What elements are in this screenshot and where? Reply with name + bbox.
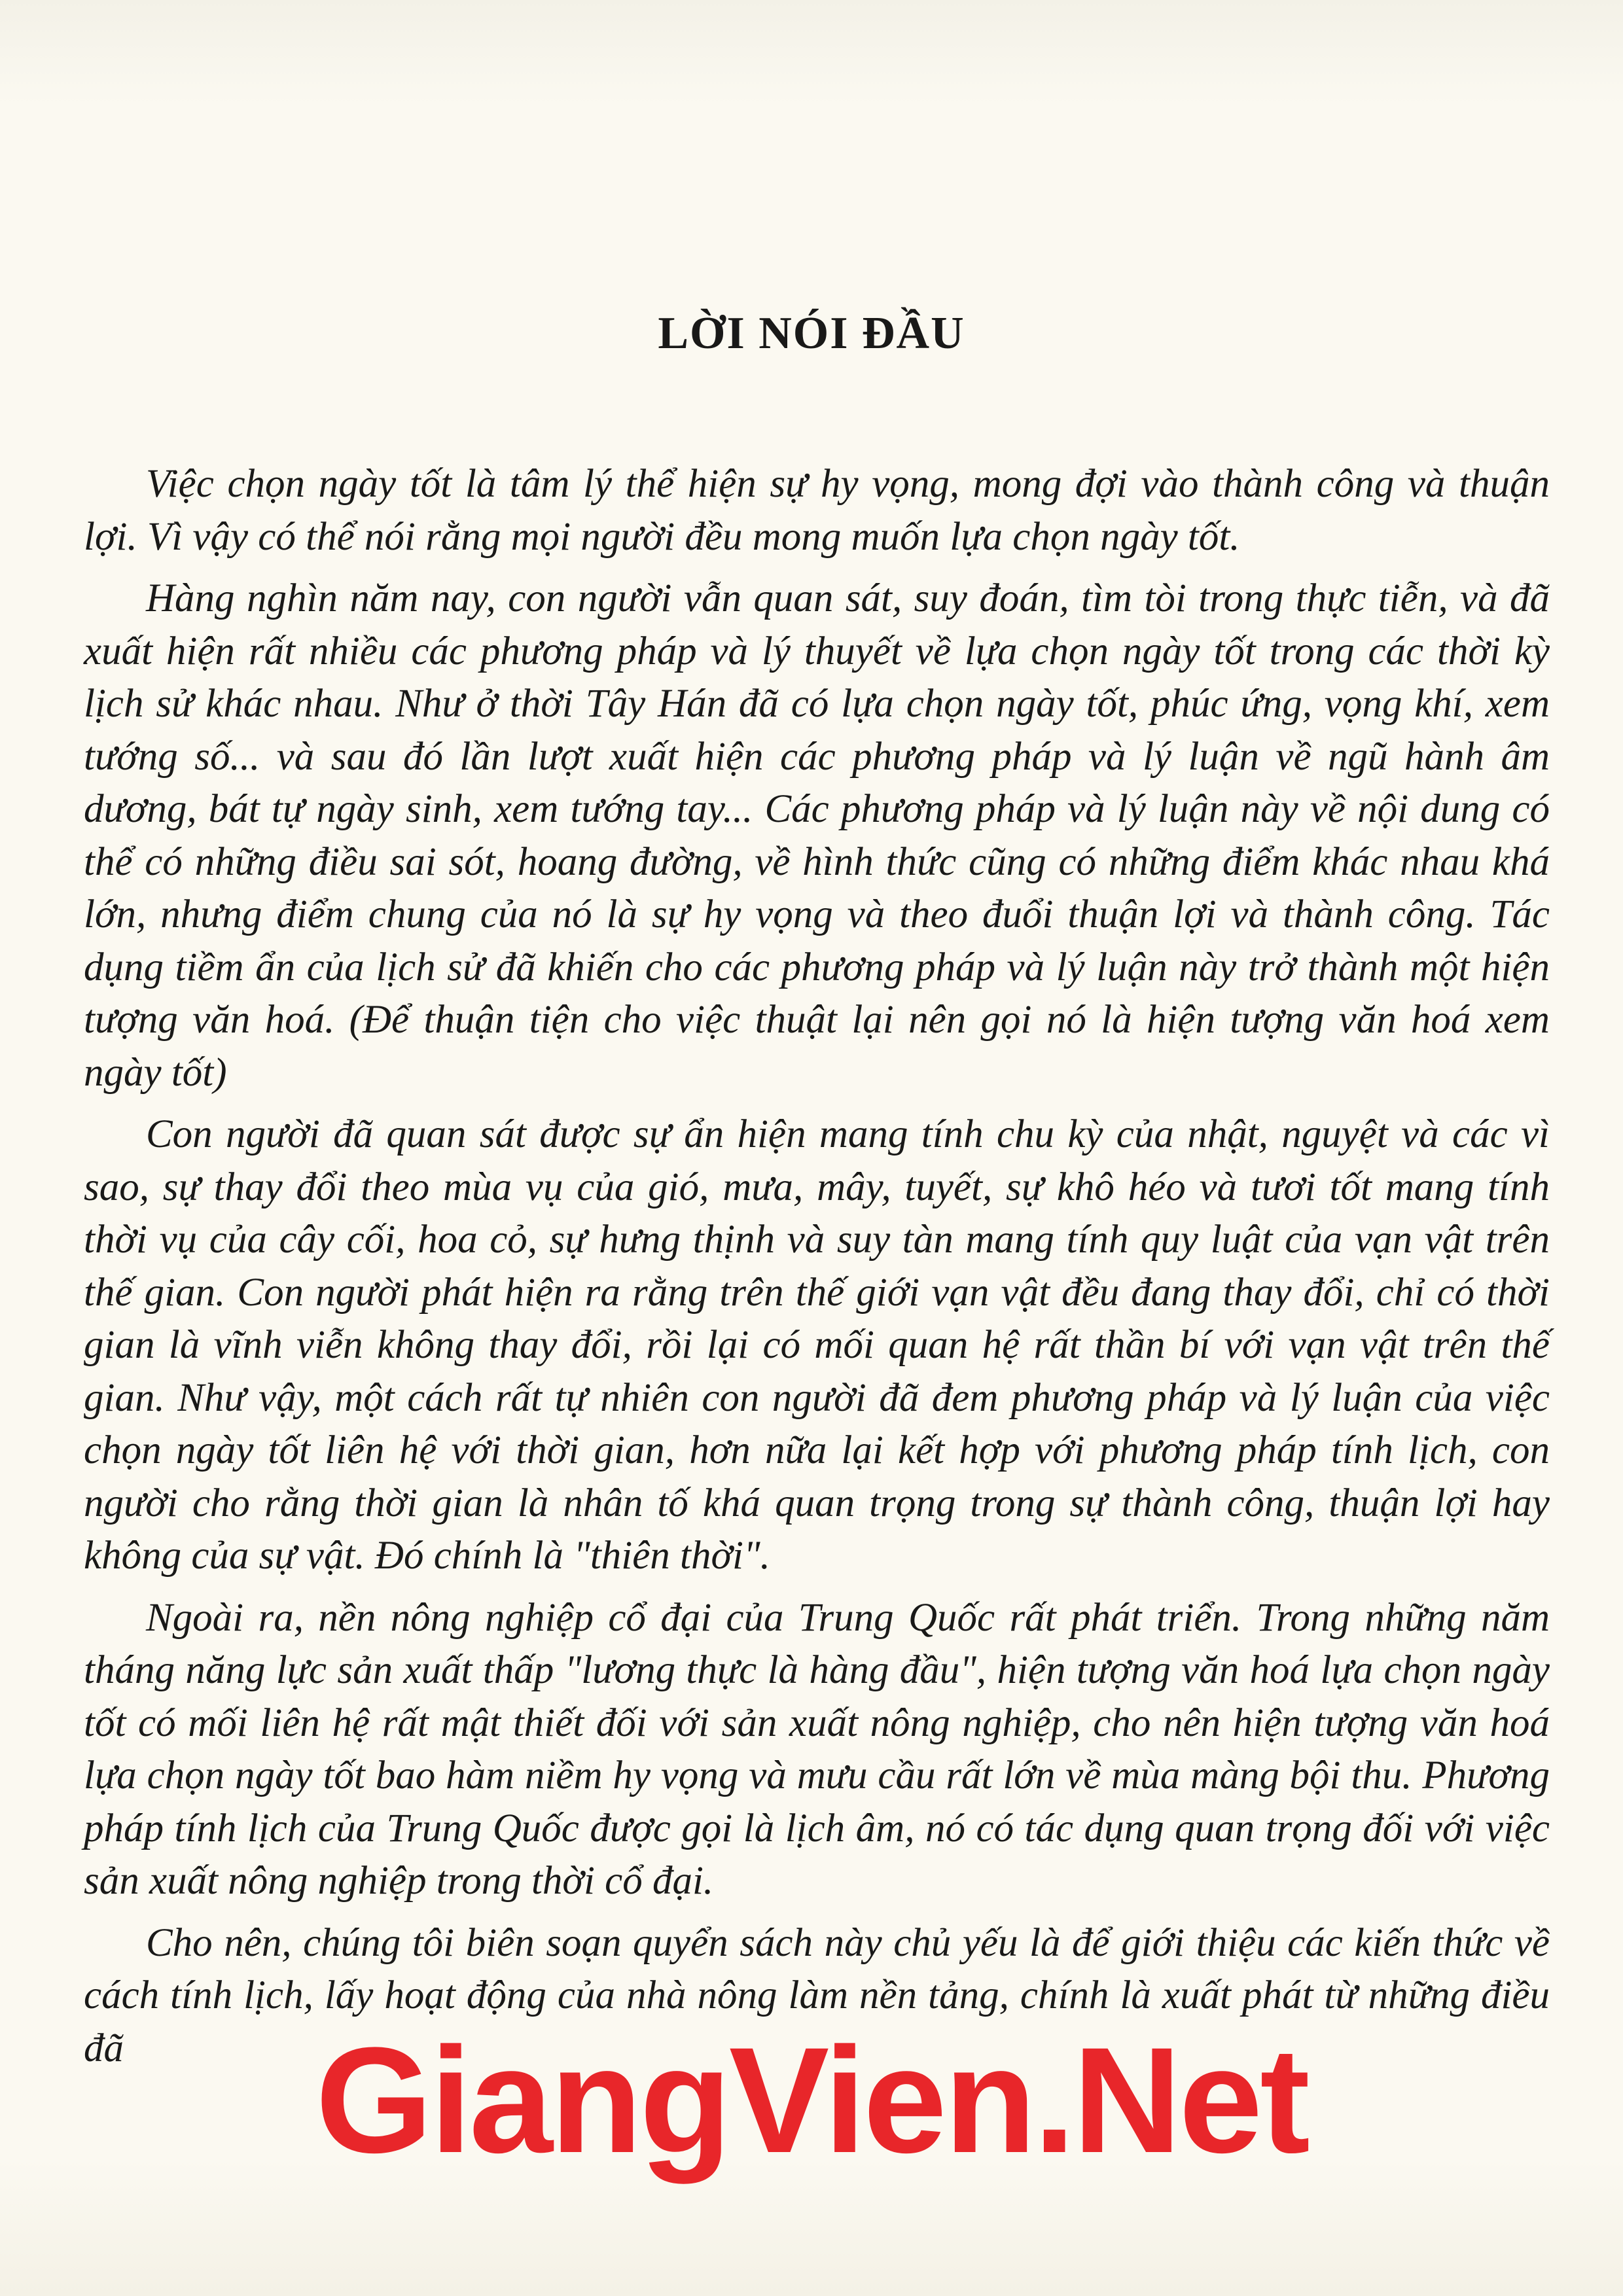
paragraph-5: Cho nên, chúng tôi biên soạn quyển sách này chủ yếu là để giới thiệu các kiến thức về cách tính lịch, lấy hoạt động của nhà nông làm nền tảng, chính là xuất phát từ những điều đã: [84, 1920, 1550, 2070]
paragraph-4: Ngoài ra, nền nông nghiệp cổ đại của Trung Quốc rất phát triển. Trong những năm tháng năng lực sản xuất thấp "lương thực là hàng đầu", hiện tượng văn hoá lựa chọn ngày tốt có mối liên hệ rất mật thiết đối với sản xuất nông nghiệp, cho nên hiện tượng văn hoá lựa chọn ngày tốt bao hàm niềm hy vọng và mưu cầu rất lớn về mùa màng bội thu. Phương pháp tính lịch của Trung Quốc được gọi là lịch âm, nó có tác dụng quan trọng đối với việc sản xuất nông nghiệp trong thời cổ đại.: [84, 1595, 1550, 1903]
paragraph-3: Con người đã quan sát được sự ẩn hiện mang tính chu kỳ của nhật, nguyệt và các vì sao, sự thay đổi theo mùa vụ của gió, mưa, mây, tuyết, sự khô héo và tươi tốt mang tính thời vụ của cây cối, hoa cỏ, sự hưng thịnh và suy tàn mang tính quy luật của vạn vật trên thế gian. Con người phát hiện ra rằng trên thế giới vạn vật đều đang thay đổi, chỉ có thời gian là vĩnh viễn không thay đổi, rồi lại có mối quan hệ rất thần bí với vạn vật trên thế gian. Như vậy, một cách rất tự nhiên con người đã đem phương pháp và lý luận của việc chọn ngày tốt liên hệ với thời gian, hơn nữa lại kết hợp với phương pháp tính lịch, con người cho rằng thời gian là nhân tố khá quan trọng trong sự thành công, thuận lợi hay không của sự vật. Đó chính là "thiên thời".: [84, 1112, 1550, 1578]
paragraph-2: Hàng nghìn năm nay, con người vẫn quan sát, suy đoán, tìm tòi trong thực tiễn, và đã xuất hiện rất nhiều các phương pháp và lý thuyết về lựa chọn ngày tốt trong các thời kỳ lịch sử khác nhau. Như ở thời Tây Hán đã có lựa chọn ngày tốt, phúc ứng, vọng khí, xem tướng số... và sau đó lần lượt xuất hiện các phương pháp và lý luận về ngũ hành âm dương, bát tự ngày sinh, xem tướng tay... Các phương pháp và lý luận này về nội dung có thể có những điều sai sót, hoang đường, về hình thức cũng có những điểm khác nhau khá lớn, nhưng điểm chung của nó là sự hy vọng và theo đuổi thuận lợi và thành công. Tác dụng tiềm ẩn của lịch sử đã khiến cho các phương pháp và lý luận này trở thành một hiện tượng văn hoá. (Để thuận tiện cho việc thuật lại nên gọi nó là hiện tượng văn hoá xem ngày tốt): [84, 576, 1550, 1095]
watermark-logo: GiangVien.Net: [315, 2016, 1308, 2184]
body-text: [84, 458, 1550, 2084]
page-title: LỜI NÓI ĐẦU: [658, 308, 965, 359]
paragraph-1: Việc chọn ngày tốt là tâm lý thể hiện sự hy vọng, mong đợi vào thành công và thuận lợi. Vì vậy có thể nói rằng mọi người đều mong muốn lựa chọn ngày tốt.: [84, 462, 1550, 559]
